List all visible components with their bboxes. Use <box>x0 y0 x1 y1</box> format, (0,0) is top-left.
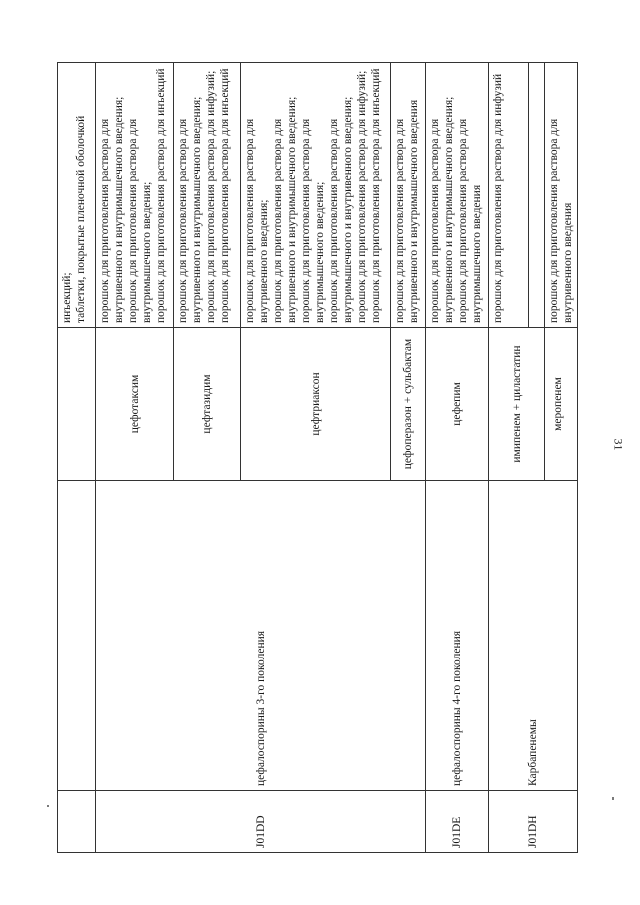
dosage-form: порошок для приготовления раствора для инфузий <box>492 73 504 323</box>
table-row <box>96 63 174 853</box>
forms-cell <box>96 63 174 328</box>
table-row <box>58 63 96 853</box>
atc-code-cell <box>58 791 96 853</box>
dosage-form: порошок для приготовления раствора для внутримышечного введения <box>457 118 483 323</box>
dosage-form: порошок для приготовления раствора для внутримышечного введения; <box>300 118 326 323</box>
forms-cell <box>174 63 241 328</box>
dosage-form: порошок для приготовления раствора для внутривенного и внутримышечного введения; <box>429 96 455 323</box>
dosage-form: порошок для приготовления раствора для инфузий; <box>205 70 217 323</box>
group-cell: Карбапенемы <box>489 481 578 791</box>
dosage-form: порошок для приготовления раствора для инъекций <box>370 68 382 323</box>
forms-cell <box>489 63 529 328</box>
group-cell <box>58 481 96 791</box>
atc-code-cell: J01DE <box>426 791 489 853</box>
dosage-form: таблетки, покрытые пленочной оболочкой <box>75 115 87 323</box>
inn-cell: имипенем + циластатин <box>489 328 545 481</box>
inn-cell: цефтазидим <box>174 328 241 481</box>
forms-cell <box>391 63 426 328</box>
atc-code-cell: J01DD <box>96 791 426 853</box>
dosage-form: порошок для приготовления раствора для внутривенного и внутримышечного введения; <box>177 96 203 323</box>
group-cell: цефалоспорины 3-го поколения <box>96 481 426 791</box>
forms-cell <box>545 63 578 328</box>
drug-table <box>57 62 578 853</box>
dosage-form: инъекций; <box>61 272 73 323</box>
inn-cell: меропенем <box>545 328 578 481</box>
dosage-form: порошок для приготовления раствора для внутривенного и внутримышечного введения <box>394 99 420 323</box>
forms-cell <box>426 63 489 328</box>
dosage-form: порошок для приготовления раствора для инъекций <box>155 68 167 323</box>
page-number: 31 <box>611 438 626 451</box>
forms-cell <box>529 63 545 328</box>
scan-speck <box>612 797 614 800</box>
inn-cell: цефоперазон + сульбактам <box>391 328 426 481</box>
inn-cell <box>58 328 96 481</box>
forms-cell <box>58 63 96 328</box>
forms-cell <box>241 63 391 328</box>
dosage-form: порошок для приготовления раствора для внутривенного введения; <box>244 118 270 323</box>
dosage-form: порошок для приготовления раствора для внутривенного и внутримышечного введения; <box>272 96 298 323</box>
dosage-form: порошок для приготовления раствора для инъекций <box>219 68 231 323</box>
table-row <box>489 63 529 853</box>
dosage-form: порошок для приготовления раствора для внутривенного введения <box>548 118 574 323</box>
dosage-form: порошок для приготовления раствора для внутримышечного и внутривенного введения; <box>328 96 354 323</box>
rotated-page <box>57 63 577 853</box>
inn-cell: цефепим <box>426 328 489 481</box>
dosage-form: порошок для приготовления раствора для внутримышечного введения; <box>127 118 153 323</box>
group-cell: цефалоспорины 4-го поколения <box>426 481 489 791</box>
scan-speck <box>47 805 49 807</box>
dosage-form: порошок для приготовления раствора для инфузий; <box>356 70 368 323</box>
atc-code-cell: J01DH <box>489 791 578 853</box>
inn-cell: цефотаксим <box>96 328 174 481</box>
inn-cell: цефтриаксон <box>241 328 391 481</box>
dosage-form: порошок для приготовления раствора для внутривенного и внутримышечного введения; <box>99 96 125 323</box>
table-row <box>426 63 489 853</box>
